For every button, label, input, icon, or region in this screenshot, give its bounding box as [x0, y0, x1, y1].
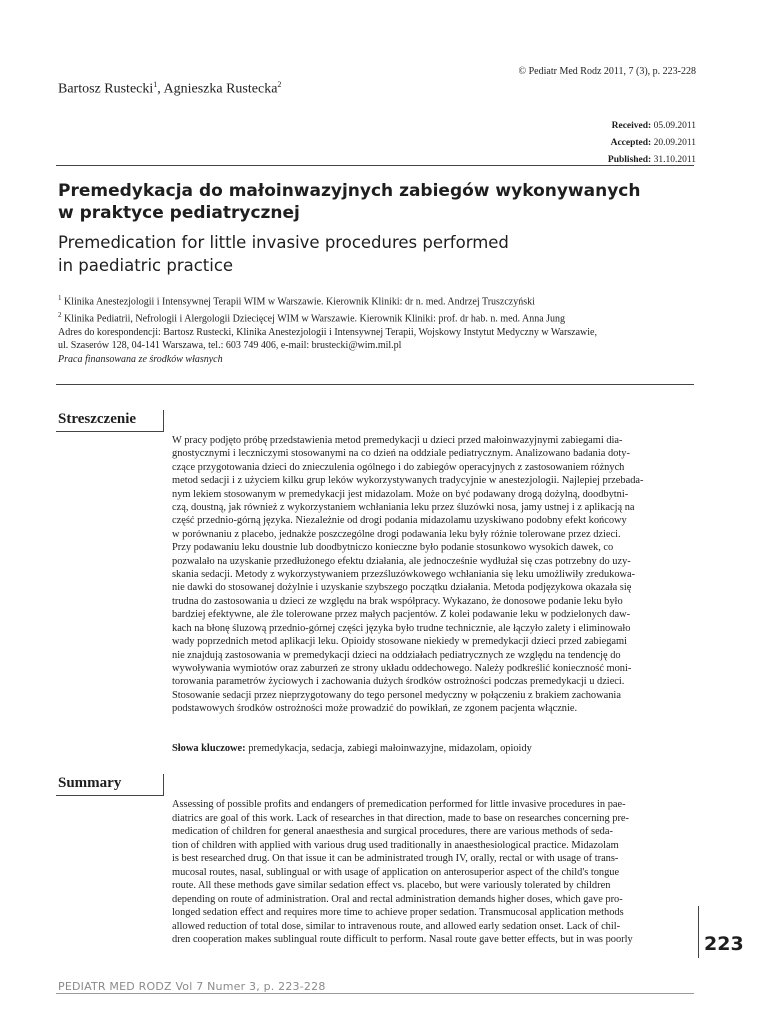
affiliations [58, 292, 708, 366]
footer-divider [56, 993, 694, 994]
affiliation-2: $^2$ Klinika Pediatrii, Nefrologii i Alergologii Dziecięcej WIM w Warszawie. Kierownik Kliniki: prof. dr hab. n. med. Anna Jung [58, 310, 566, 325]
date-received: Received: 05.09.2011 [611, 121, 696, 131]
journal-footer: PEDIATR MED RODZ Vol 7 Numer 3, p. 223-228 [58, 980, 326, 993]
authors [58, 80, 281, 98]
page-number-rule [698, 906, 699, 958]
section-divider [56, 384, 694, 385]
header-divider [56, 165, 694, 166]
author-affiliation-number: 1 [153, 80, 158, 89]
date-published: Published: 31.10.2011 [607, 155, 696, 165]
correspondence: Adres do korespondencji: Bartosz Rustecki, Klinika Anestezjologii i Intensywnej Terapii, Wojskowy Instytut Medyczny w Warszawie, [58, 326, 597, 338]
abstract-english: Assessing of possible profits and endangers of premedication performed for little invasive procedures in pae- diatrics are goal of this work. Lack of researches in that direction, made to base on researches concerning pre- medication of children for general anaesthesia and surgical procedures, there are various methods of seda- tion of children with applied with various drug used traditionally in anaesthesiological practice. Midazolam is best researched drug. On that issue it can be administrated trough IV, orally, rectal or with usage of trans- mucosal routes, nasal, sublingual or with usage of application on anterosuperior aspect of the child's tongue route. All these methods gave similar sedation effect vs. placebo, but were variously tolerated by children depending on route of administration. Oral and rectal administration demands higher doses, which gave pro- longed sedation effect and requires more time to achieve proper sedation. Transmucosal application methods allowed reduction of total dose, similar to intravenous route, and allowed early sedation onset. Lack of chil- dren cooperation makes sublingual route difficult to perform. Nasal route gave better effects, but in was poorly [172, 799, 633, 945]
funding-note: Praca finansowana ze środków własnych [58, 353, 223, 365]
page-number: 223 [704, 933, 744, 955]
title-english: Premedication for little invasive procedures performed in paediatric practice [58, 233, 509, 275]
affiliation-1: $^1$ Klinika Anestezjologii i Intensywnej Terapii WIM w Warszawie. Kierownik Kliniki: dr n. med. Andrzej Truszczyński [58, 294, 535, 308]
date-accepted: Accepted: 20.09.2011 [610, 138, 696, 148]
heading-rule-horizontal [56, 795, 164, 796]
author-name: Agnieszka Rustecka [163, 81, 278, 97]
section-heading-summary: Summary [58, 775, 122, 791]
publication-dates [608, 118, 696, 169]
author-affiliation-number: 2 [277, 80, 282, 89]
heading-rule-vertical [163, 410, 164, 432]
section-heading-streszczenie: Streszczenie [58, 411, 137, 427]
keywords [172, 743, 694, 754]
heading-rule-vertical [163, 774, 164, 796]
abstract-polish: W pracy podjęto próbę przedstawienia metod premedykacji u dzieci przed małoinwazyjnymi zabiegami dia- gnostycznymi i leczniczymi stosowanymi na co dzień na oddziale pediatrycznym. Analizowano badania doty- czące przygotowania dzieci do znieczulenia ogólnego i do zabiegów operacyjnych z zastosowaniem różnych metod sedacji i z użyciem kilku grup leków wykorzystywanych tradycyjnie w anestezjologii. Najlepiej przebada- nym lekiem stosowanym w premedykacji jest midazolam. Może on być podawany drogą dożylną, doodbytni- czą, doustną, jak również z wykorzystaniem wchłaniania leku przez śluzówki nosa, jamy ustnej i z aplikacją na część przednio-górną języka. Niezależnie od drogi podania midazolamu uzyskiwano podobny efekt końcowy w porównaniu z placebo, jednakże poszczególne drogi podawania leku były różnie tolerowane przez dzieci. Przy podawaniu leku doustnie lub doodbytniczo konieczne było podanie stosunkowo wysokich dawek, co pozwalało na uzyskanie przedłużonego efektu działania, ale jednocześnie wydłużał się czas potrzebny do uzy- skania sedacji. Metody z wykorzystywaniem przezśluzówkowego wchłaniania się leku umożliwiły zredukowa- nie dawki do stosowanej dożylnie i uzyskanie szybszego początku działania. Metoda podjęzykowa okazała się trudna do zastosowania u dzieci ze względu na brak współpracy. Wykazano, że donosowe podanie leku było bardziej efektywne, ale źle tolerowane przez małych pacjentów. Z kolei podawanie leku w podzielonych daw- kach na błonę śluzową przednio-górnej części języka było trudne technicznie, ale łączyło zalety i eliminowało wady poprzednich metod aplikacji leku. Opioidy stosowane niekiedy w premedykacji dzieci przed zabiegami nie znajdują zastosowania w premedykacji dzieci na oddziałach pediatrycznych ze względu na tendencję do wywoływania wymiotów oraz zaburzeń ze strony układu oddechowego. Należy podkreślić konieczność moni- torowania parametrów życiowych i zachowania dużych środków ostrożności podczas premedykacji u dzieci. Stosowanie sedacji przez nieprzygotowany do tego personel medyczny w połączeniu z brakiem zachowania podstawowych środków ostrożności może prowadzić do powikłań, ze zgonem pacjenta włącznie. [172, 435, 644, 715]
citation: © Pediatr Med Rodz 2011, 7 (3), p. 223-228 [518, 66, 696, 77]
heading-rule-horizontal [56, 431, 164, 432]
keywords-label: Słowa kluczowe: [172, 743, 246, 754]
keywords-list: premedykacja, sedacja, zabiegi małoinwazyjne, midazolam, opioidy [248, 743, 532, 754]
title-polish: Premedykacja do małoinwazyjnych zabiegów wykonywanych w praktyce pediatrycznej [58, 181, 641, 223]
author-name: Bartosz Rustecki [58, 81, 154, 97]
author-separator: , [157, 81, 164, 97]
correspondence-address: ul. Szaserów 128, 04-141 Warszawa, tel.: 603 749 406, e-mail: brustecki@wim.mil.pl [58, 340, 402, 352]
